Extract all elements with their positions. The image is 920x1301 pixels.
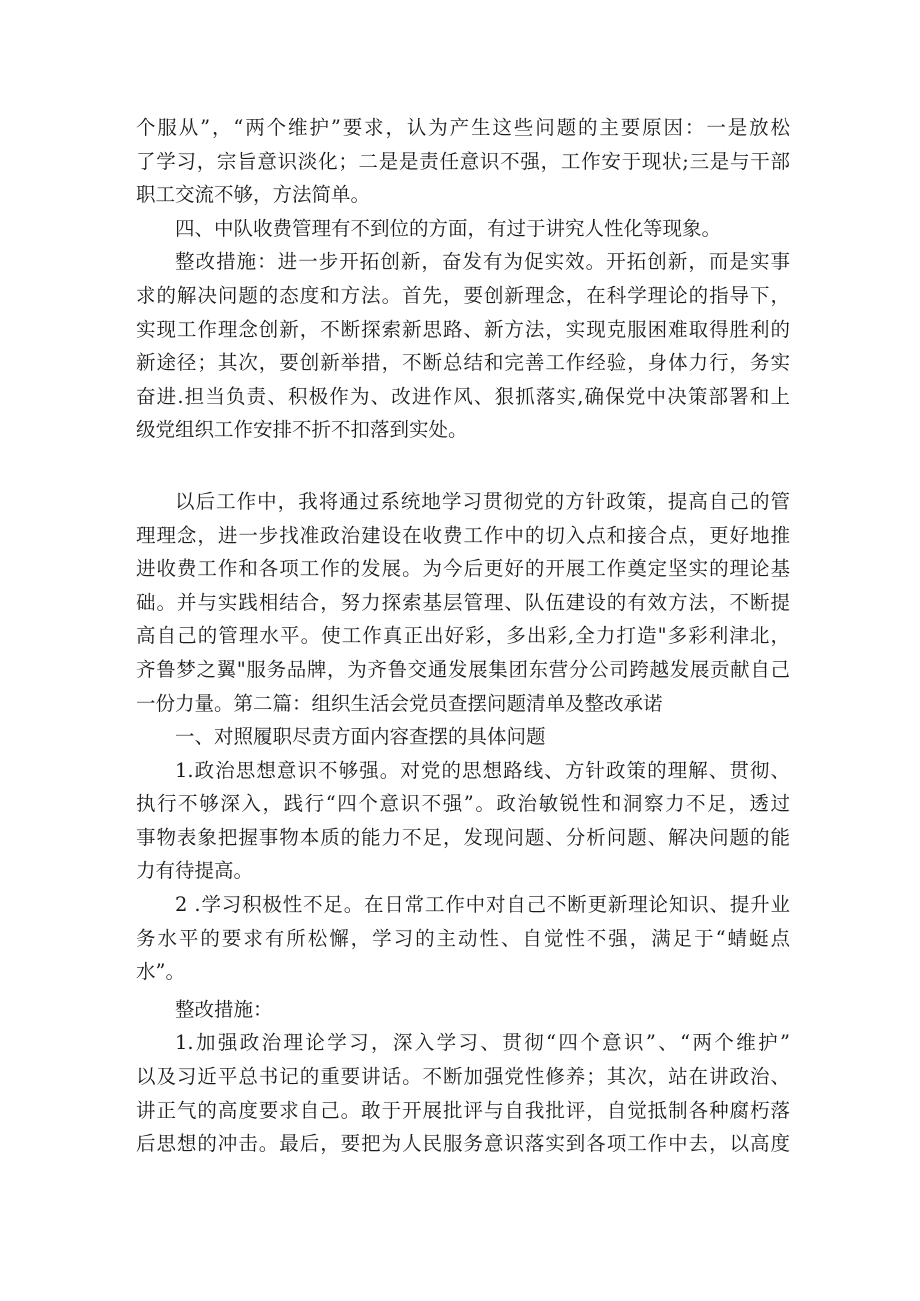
section-heading [136, 720, 790, 754]
paragraph-2-heading [136, 212, 790, 246]
text-line: 一、对照履职尽责方面内容查摆的具体问题 [175, 725, 546, 749]
text-line: 以及习近平总书记的重要讲话。不断加强党性修养；其次，站在讲政治、 [136, 1065, 790, 1089]
text-line: 后思想的冲击。最后，要把为人民服务意识落实到各项工作中去，以高度 [136, 1132, 790, 1156]
text-line: 务水平的要求有所松懈，学习的主动性、自觉性不强，满足于“蜻蜓点 [136, 926, 790, 950]
text-line: 实现工作理念创新，不断探索新思路、新方法，实现克服困难取得胜利的 [136, 317, 790, 341]
document-page [136, 111, 790, 1161]
paragraph-4 [136, 485, 790, 720]
text-line: 力有待提高。 [136, 859, 254, 883]
paragraph-9 [136, 1026, 790, 1160]
text-line: 础。并与实践相结合，努力探索基层管理、队伍建设的有效方法，不断提 [136, 590, 790, 614]
text-line: 水”。 [136, 960, 185, 984]
paragraph-1 [136, 111, 790, 212]
text-line: 进收费工作和各项工作的发展。为今后更好的开展工作奠定坚实的理论基 [136, 557, 790, 581]
text-line: 一份力量。第二篇：组织生活会党员查摆问题清单及整改承诺 [136, 691, 663, 715]
text-line: 1.政治思想意识不够强。对党的思想路线、方针政策的理解、贯彻、 [175, 758, 790, 782]
text-line: 四、中队收费管理有不到位的方面，有过于讲究人性化等现象。 [175, 216, 722, 240]
text-line: 了学习，宗旨意识淡化；二是是责任意识不强，工作安于现状;三是与干部 [136, 149, 790, 173]
text-line: 个服从”，“两个维护”要求，认为产生这些问题的主要原因：一是放松 [136, 116, 790, 139]
text-line: 事物表象把握事物本质的能力不足，发现问题、分析问题、解决问题的能 [136, 825, 790, 849]
text-line: 讲正气的高度要求自己。敢于开展批评与自我批评，自觉抵制各种腐朽落 [136, 1098, 790, 1122]
text-line: 2 .学习积极性不足。在日常工作中对自己不断更新理论知识、提升业 [175, 893, 790, 917]
text-line: 职工交流不够，方法简单。 [136, 183, 371, 207]
paragraph-7 [136, 888, 790, 989]
text-line: 新途径；其次，要创新举措，不断总结和完善工作经验，身体力行，务实 [136, 351, 790, 375]
text-line: 1.加强政治理论学习，深入学习、贯彻“四个意识”、“两个维护” [175, 1031, 790, 1055]
text-line: 整改措施： [175, 997, 273, 1021]
text-line: 级党组织工作安排不折不扣落到实处。 [136, 418, 468, 442]
paragraph-6 [136, 754, 790, 888]
text-line: 高自己的管理水平。使工作真正出好彩，多出彩,全力打造"多彩利津北， [136, 624, 790, 648]
text-line: 求的解决问题的态度和方法。首先，要创新理念，在科学理论的指导下， [136, 283, 790, 307]
text-line: 执行不够深入，践行“四个意识不强”。政治敏锐性和洞察力不足，透过 [136, 792, 790, 816]
blank-gap [136, 447, 790, 485]
text-line: 奋进.担当负责、积极作为、改进作风、狠抓落实,确保党中决策部署和上 [136, 384, 790, 408]
text-line: 齐鲁梦之翼"服务品牌，为齐鲁交通发展集团东营分公司跨越发展贡献自己 [136, 657, 790, 681]
text-line: 理理念，进一步找准政治建设在收费工作中的切入点和接合点，更好地推 [136, 523, 790, 547]
text-line: 整改措施：进一步开拓创新，奋发有为促实效。开拓创新，而是实事 [175, 250, 790, 274]
text-line: 以后工作中，我将通过系统地学习贯彻党的方针政策，提高自己的管 [175, 489, 790, 513]
paragraph-3 [136, 245, 790, 447]
measures-heading [136, 993, 790, 1027]
